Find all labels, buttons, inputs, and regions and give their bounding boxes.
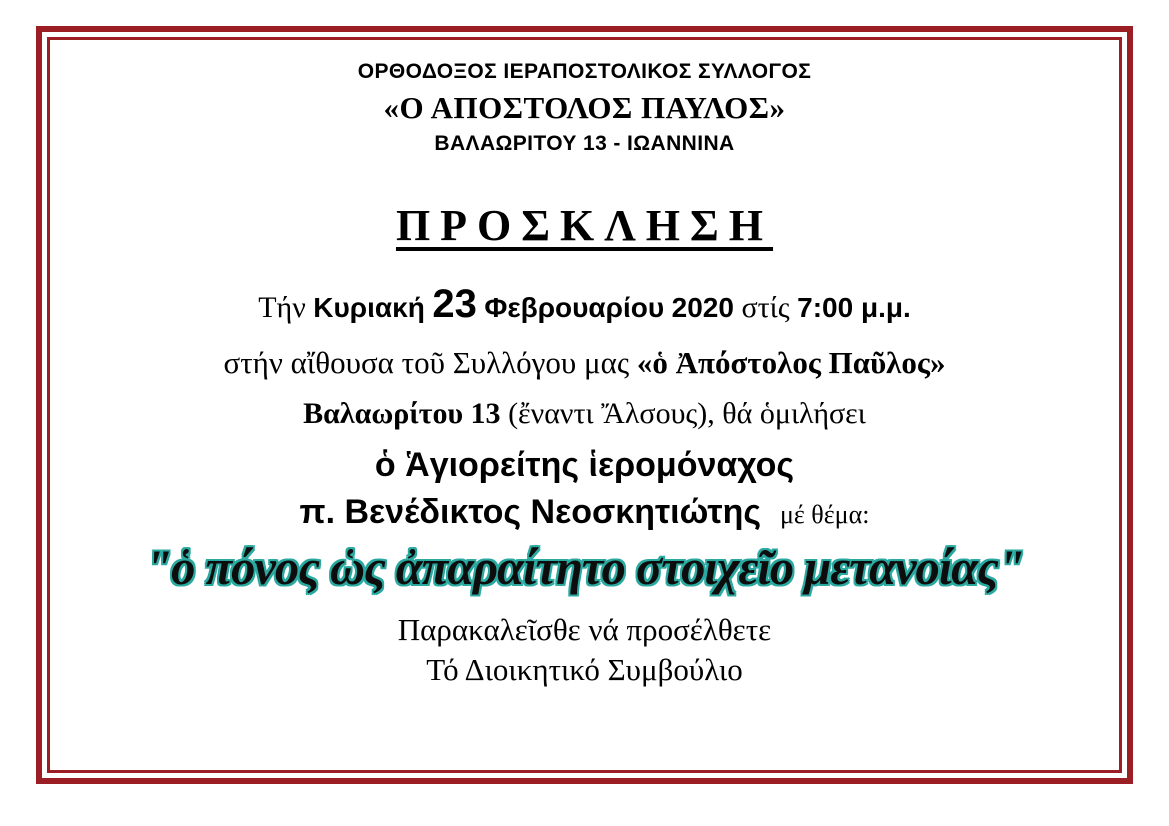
event-time: 7:00 μ.μ. — [797, 292, 911, 323]
date-year: 2020 — [671, 292, 734, 323]
closing-line-1: Παρακαλεῖσθε νά προσέλθετε — [397, 612, 772, 648]
date-day: 23 — [432, 282, 477, 326]
date-weekday: Κυριακή — [313, 292, 425, 323]
time-prefix: στίς — [741, 291, 790, 324]
organization-address: ΒΑΛΑΩΡΙΤΟΥ 13 - ΙΩΑΝΝΙΝΑ — [434, 132, 735, 155]
invitation-body — [60, 277, 1109, 688]
closing-line-2: Τό Διοικητικό Συμβούλιο — [426, 652, 743, 688]
venue-line — [60, 342, 1109, 385]
poster-content — [60, 48, 1109, 762]
venue-prefix: στήν αἴθουσα τοῦ Συλλόγου μας — [223, 345, 637, 381]
venue-address-rest: (ἔναντι Ἄλσους), θά ὁμιλήσει — [500, 396, 866, 430]
organization-name: «Ο ΑΠΟΣΤΟΛΟΣ ΠΑΥΛΟΣ» — [383, 90, 786, 125]
venue-address-line — [60, 393, 1109, 434]
event-date-line — [60, 277, 1109, 332]
speaker-name: π. Βενέδικτος Νεοσκητιώτης — [299, 493, 762, 532]
speaker-title-line: ὁ Ἁγιορείτης ἱερομόναχος — [374, 446, 795, 485]
lecture-topic: "ὁ πόνος ὡς ἀπαραίτητο στοιχεῖο μετανοίας" — [145, 539, 1024, 596]
venue-name: «ὁ Ἀπόστολος Παῦλος» — [636, 345, 946, 381]
date-prefix: Τήν — [258, 291, 314, 324]
organization-line-1: ΟΡΘΟΔΟΞΟΣ ΙΕΡΑΠΟΣΤΟΛΙΚΟΣ ΣΥΛΛΟΓΟΣ — [357, 60, 812, 83]
venue-street: Βαλαωρίτου 13 — [303, 396, 501, 430]
organization-header — [60, 60, 1109, 156]
speaker-name-line — [60, 493, 1109, 532]
page-title: ΠΡΟΣΚΛΗΣΗ — [395, 201, 774, 250]
date-month: Φεβρουαρίου — [484, 292, 665, 323]
theme-label: μέ θέμα: — [779, 500, 870, 530]
